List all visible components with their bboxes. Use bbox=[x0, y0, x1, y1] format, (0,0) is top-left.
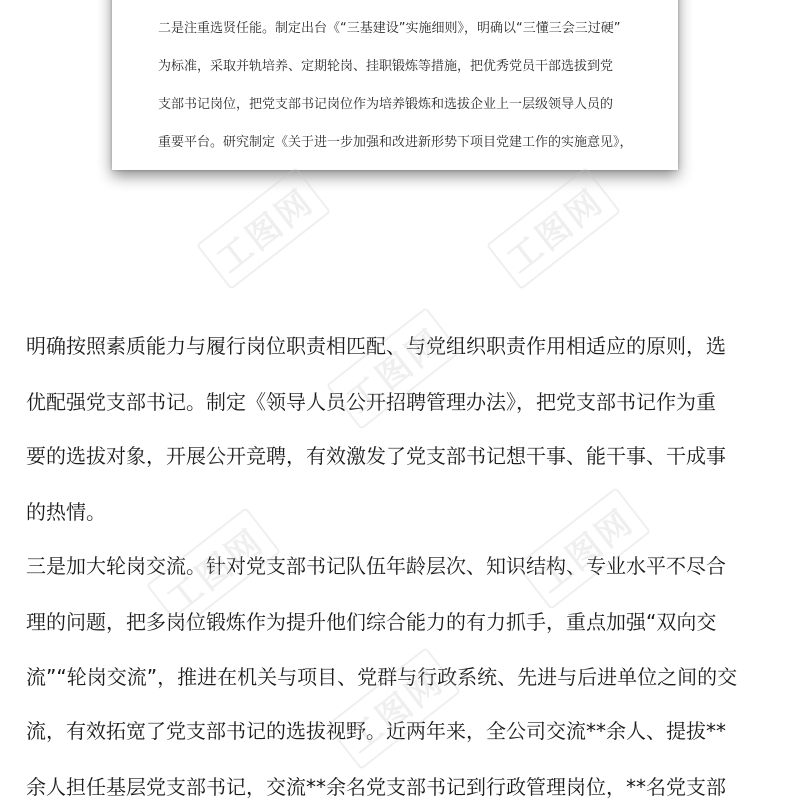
body-text-line: 三是加大轮岗交流。针对党支部书记队伍年龄层次、知识结构、专业水平不尽合 bbox=[26, 554, 726, 578]
card-text-line: 重要平台。研究制定《关于进一步加强和改进新形势下项目党建工作的实施意见》， bbox=[158, 135, 633, 150]
body-text-line: 要的选拔对象，开展公开竞聘，有效激发了党支部书记想干事、能干事、干成事 bbox=[26, 444, 726, 468]
document-excerpt-card bbox=[112, 0, 678, 170]
card-text-line: 支部书记岗位，把党支部书记岗位作为培养锻炼和选拔企业上一层级领导人员的 bbox=[158, 97, 614, 112]
body-text-line: 的热情。 bbox=[26, 500, 106, 524]
watermark: 工图网 bbox=[196, 167, 331, 290]
card-text-line: 二是注重选贤任能。制定出台《“三基建设”实施细则》，明确以“三懂三会三过硬” bbox=[158, 21, 621, 36]
body-text-line: 流”“轮岗交流”，推进在机关与项目、党群与行政系统、先进与后进单位之间的交 bbox=[26, 665, 738, 689]
body-text-line: 余人担任基层党支部书记，交流**余名党支部书记到行政管理岗位，**名党支部 bbox=[26, 775, 726, 799]
watermark: 工图网 bbox=[146, 507, 281, 630]
body-text-line: 理的问题，把多岗位锻炼作为提升他们综合能力的有力抓手，重点加强“双向交 bbox=[26, 610, 717, 634]
card-text-line: 为标准，采取并轨培养、定期轮岗、挂职锻炼等措施，把优秀党员干部选拔到党 bbox=[158, 59, 614, 74]
body-text-line: 优配强党支部书记。制定《领导人员公开招聘管理办法》，把党支部书记作为重 bbox=[26, 390, 716, 414]
body-text-line: 明确按照素质能力与履行岗位职责相匹配、与党组织职责作用相适应的原则，选 bbox=[26, 334, 726, 358]
watermark: 工图网 bbox=[326, 307, 461, 430]
watermark: 工图网 bbox=[486, 167, 621, 290]
body-text-line: 流，有效拓宽了党支部书记的选拔视野。近两年来，全公司交流**余人、提拔** bbox=[26, 719, 726, 743]
watermark: 工图网 bbox=[326, 647, 461, 770]
watermark: 工图网 bbox=[516, 487, 651, 610]
